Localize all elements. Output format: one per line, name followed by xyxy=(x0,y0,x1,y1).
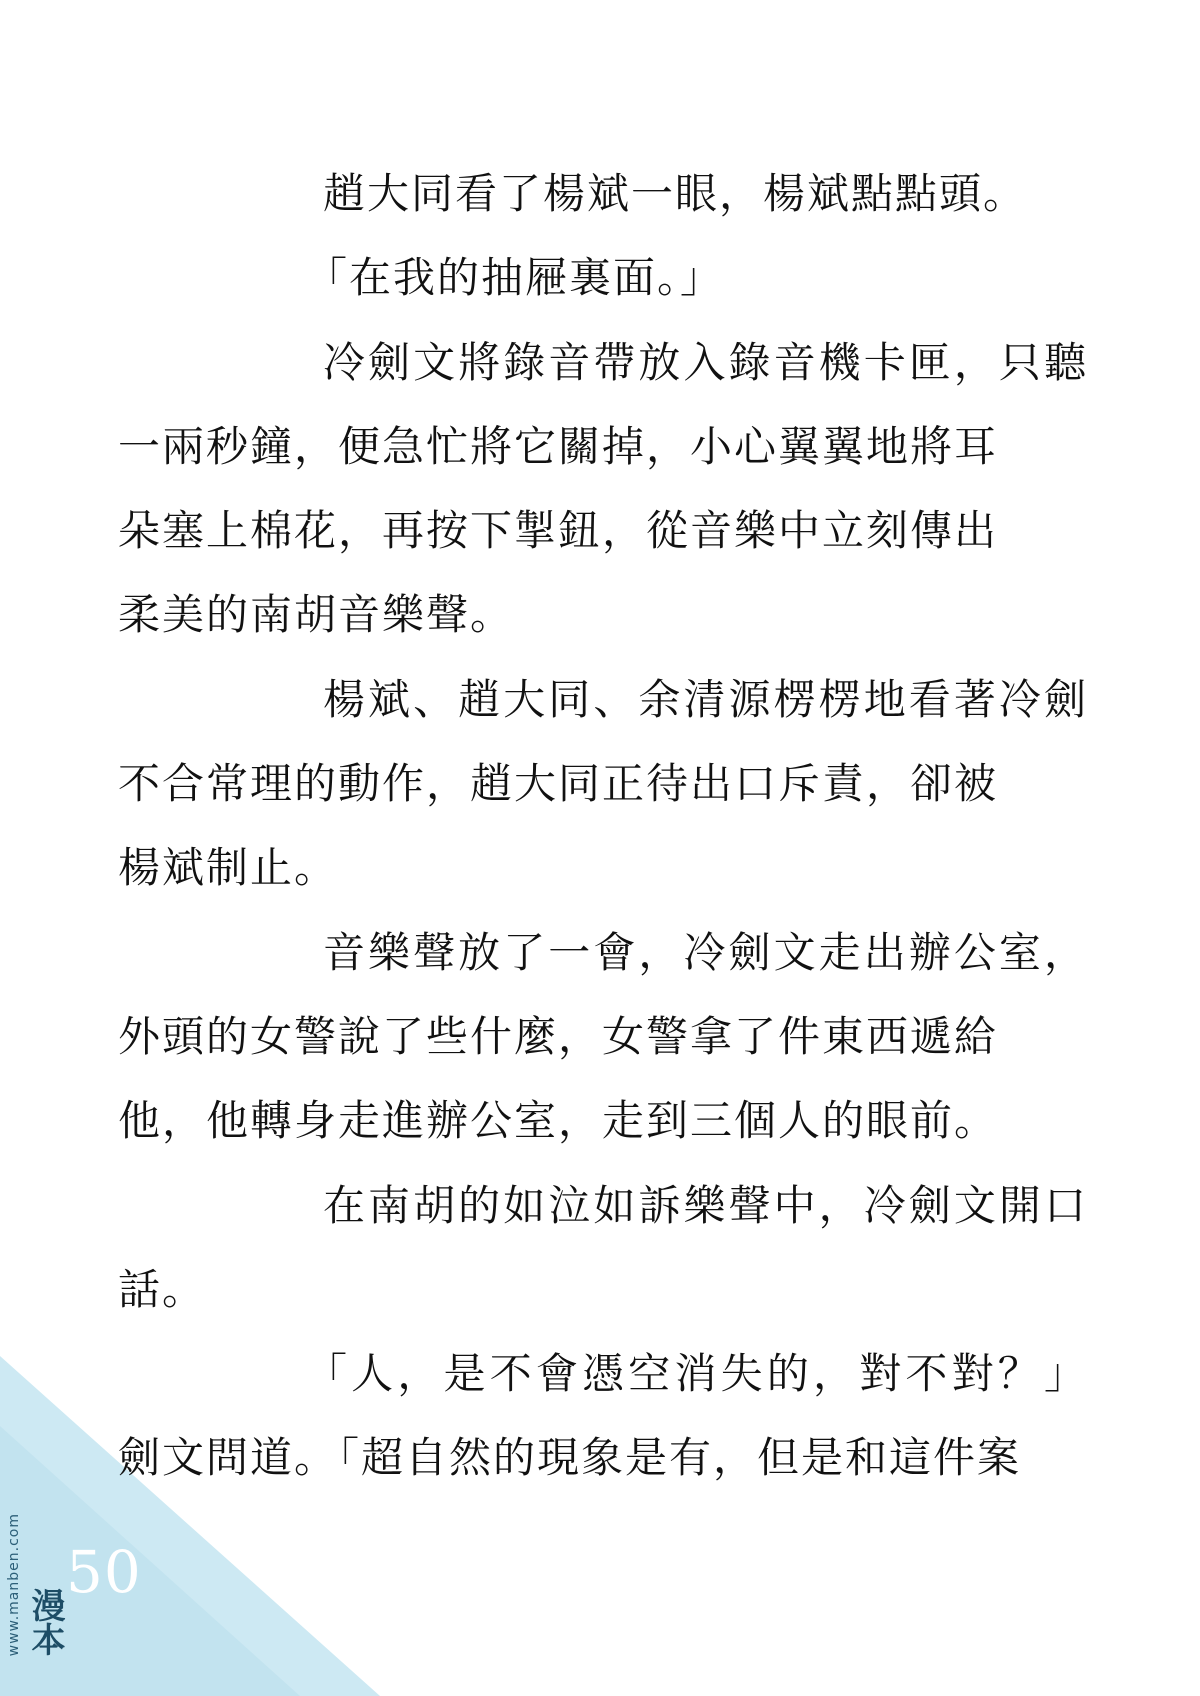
watermark xyxy=(6,1496,76,1656)
text-line: 冷劍文將錄音帶放入錄音機卡匣，只聽 xyxy=(323,337,1088,387)
watermark-url: www.manben.com xyxy=(6,1512,22,1656)
text-line: 柔美的南胡音樂聲。 xyxy=(118,590,515,640)
text-line: 楊斌制止。 xyxy=(118,843,339,893)
text-line: 外頭的女警說了些什麼，女警拿了件東西遞給 xyxy=(118,1011,999,1061)
text-line: 話。 xyxy=(118,1264,207,1314)
text-line: 楊斌、趙大同、余清源楞楞地看著冷劍 xyxy=(323,674,1088,724)
text-line: 在南胡的如泣如訴樂聲中，冷劍文開口 xyxy=(323,1180,1088,1230)
text-line: 趙大同看了楊斌一眼，楊斌點點頭。 xyxy=(323,169,1028,218)
text-line: 他，他轉身走進辦公室，走到三個人的眼前。 xyxy=(118,1096,999,1146)
text-line: 不合常理的動作，趙大同正待出口斥責，卻被 xyxy=(118,759,999,809)
body-text xyxy=(118,152,1088,1501)
text-line: 朵塞上棉花，再按下掣鈕，從音樂中立刻傳出 xyxy=(118,506,999,556)
text-line: 音樂聲放了一會，冷劍文走出辦公室， xyxy=(323,927,1088,977)
watermark-logo: 漫本 xyxy=(25,1588,65,1656)
page-number: 50 xyxy=(66,1538,142,1606)
text-line: 「人，是不會憑空消失的，對不對？」 xyxy=(305,1349,1088,1399)
text-line: 一兩秒鐘，便急忙將它關掉，小心翼翼地將耳 xyxy=(118,421,999,471)
text-line: 「在我的抽屜裏面。」 xyxy=(305,253,725,303)
text-line: 劍文問道。「超自然的現象是有，但是和這件案 xyxy=(118,1433,1022,1483)
